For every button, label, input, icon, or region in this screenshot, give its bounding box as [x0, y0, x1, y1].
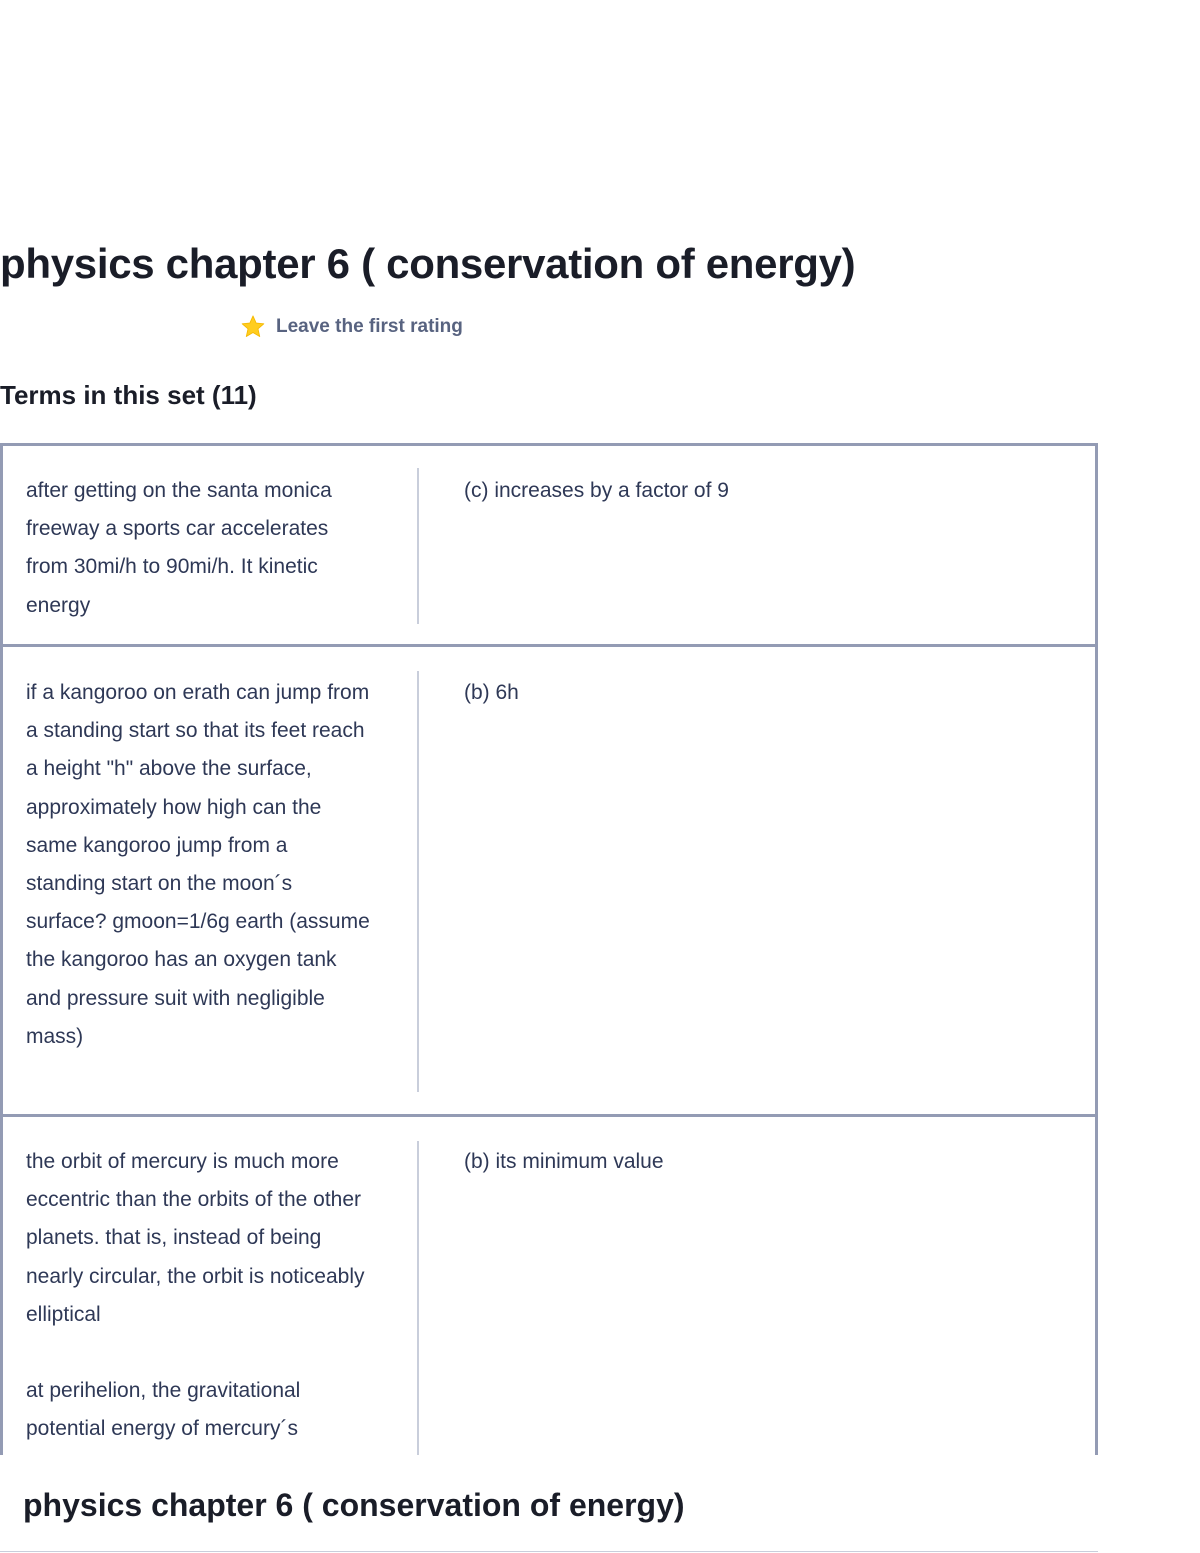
terms-list [0, 443, 1098, 1455]
term-card[interactable] [3, 443, 1095, 646]
star-icon [240, 314, 266, 340]
footer-divider [0, 1551, 1098, 1552]
card-divider [417, 468, 419, 624]
term-text: after getting on the santa monica freeway a sports car accelerates from 30mi/h to 90mi/h. It kinetic energy [26, 479, 332, 617]
term-text: if a kangoroo on erath can jump from a standing start so that its feet reach a height "h" above the surface, approximately how high can the same kangoroo jump from a standing start on the moon´s surface? gmoon=1/6g earth (assume the kangoroo has an oxygen tank and pressure suit with negligible mass) [26, 681, 370, 1048]
card-divider [417, 671, 419, 1092]
definition-text: (c) increases by a factor of 9 [464, 479, 729, 502]
rating-link[interactable] [240, 312, 463, 342]
term-card[interactable] [3, 644, 1095, 1117]
definition-text: (b) 6h [464, 681, 519, 704]
rating-label: Leave the first rating [276, 316, 463, 337]
card-divider [417, 1141, 419, 1455]
term-text: the orbit of mercury is much more eccentric than the orbits of the other planets. that is, instead of being nearly circular, the orbit is noticeably elliptical at perihelion, the gravitational potential energy of mercury´s [26, 1150, 365, 1441]
definition-text: (b) its minimum value [464, 1150, 664, 1173]
footer-title: physics chapter 6 ( conservation of energy) [23, 1487, 685, 1523]
terms-heading: Terms in this set (11) [0, 380, 257, 410]
page-title: physics chapter 6 ( conservation of energy) [0, 240, 856, 287]
term-card[interactable] [3, 1114, 1095, 1455]
